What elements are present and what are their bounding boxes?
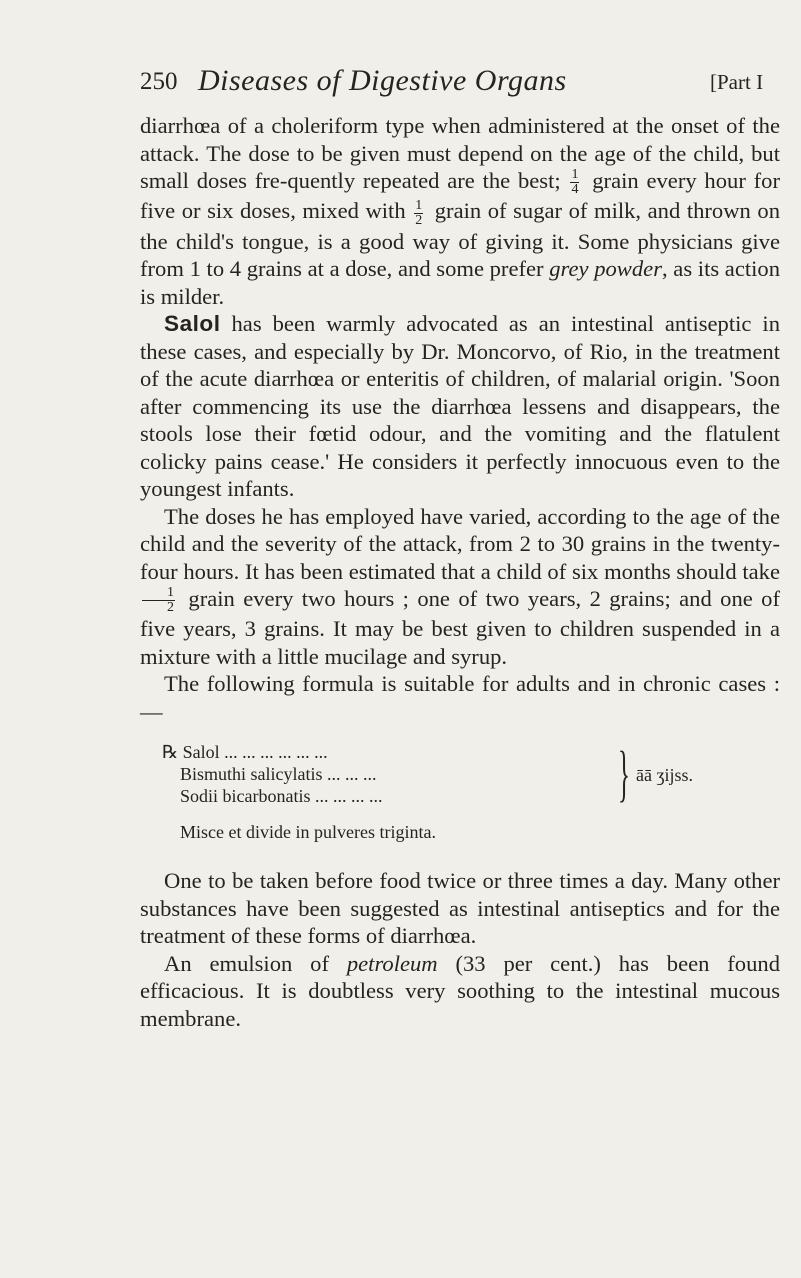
running-header xyxy=(140,62,780,102)
rx-line: ℞ Salol ... ... ... ... ... ... xyxy=(162,742,328,763)
rx-line: Bismuthi salicylatis ... ... ... xyxy=(180,764,377,785)
rx-misce: Misce et divide in pulveres triginta. xyxy=(180,822,436,843)
salol-heading: Salol xyxy=(164,311,221,337)
page-number: 250 xyxy=(140,68,178,95)
running-title: Diseases of Digestive Organs xyxy=(198,64,567,97)
rx-dose: āā ʒijss. xyxy=(636,765,693,786)
prescription xyxy=(140,739,780,849)
fraction: $\frac{1}{2}$ xyxy=(415,197,423,228)
paragraph: Salol has been warmly advocated as an intestinal antiseptic in these cases, and especially by Dr. Moncorvo, of Rio, in the treatment of the acute diarrhœa or enteritis of children, of malarial origin. 'Soon after commencing its use the diarrhœa lessens and disappears, the stools lose their fœtid odour, and the vomiting and the flatulent colicky pains cease.' He considers it perfectly innocuous even to the youngest infants. xyxy=(140,311,780,502)
paragraph: An emulsion of petroleum (33 per cent.) has been found efficacious. It is doubtless very soothing to the intestinal mucous membrane. xyxy=(140,950,780,1031)
brace: } xyxy=(618,740,630,809)
fraction: $\frac{1}{2}$ xyxy=(142,586,175,615)
paragraph: The following formula is suitable for adults and in chronic cases :— xyxy=(140,671,780,724)
part-label: [Part I xyxy=(710,70,764,94)
paragraph: The doses he has employed have varied, according to the age of the child and the severity of the attack, from 2 to 30 grains in the twenty-four hours. It has been estimated that a child of six months should take $\frac{1}{2}$ grain every two hours ; one of two years, 2 grains; and one of five years, 3 grains. It may be best given to children suspended in a mixture with a little mucilage and syrup. xyxy=(140,503,780,669)
paragraph: diarrhœa of a choleriform type when administered at the onset of the attack. The dose to be given must depend on the age of the child, but small doses fre-quently repeated are the best; $\frac{1}{4}$ grain every hour for five or six doses, mixed with $\frac{1}{2}$ grain of sugar of milk, and thrown on the child's tongue, is a good way of giving it. Some physicians give from 1 to 4 grains at a dose, and some prefer grey powder, as its action is milder. xyxy=(140,113,781,309)
page-body xyxy=(140,112,780,1032)
paragraph: One to be taken before food twice or three times a day. Many other substances have been suggested as intestinal antiseptics and for the treatment of these forms of diarrhœa. xyxy=(140,868,780,949)
rx-line: Sodii bicarbonatis ... ... ... ... xyxy=(180,786,383,807)
fraction: $\frac{1}{4}$ xyxy=(571,167,579,198)
